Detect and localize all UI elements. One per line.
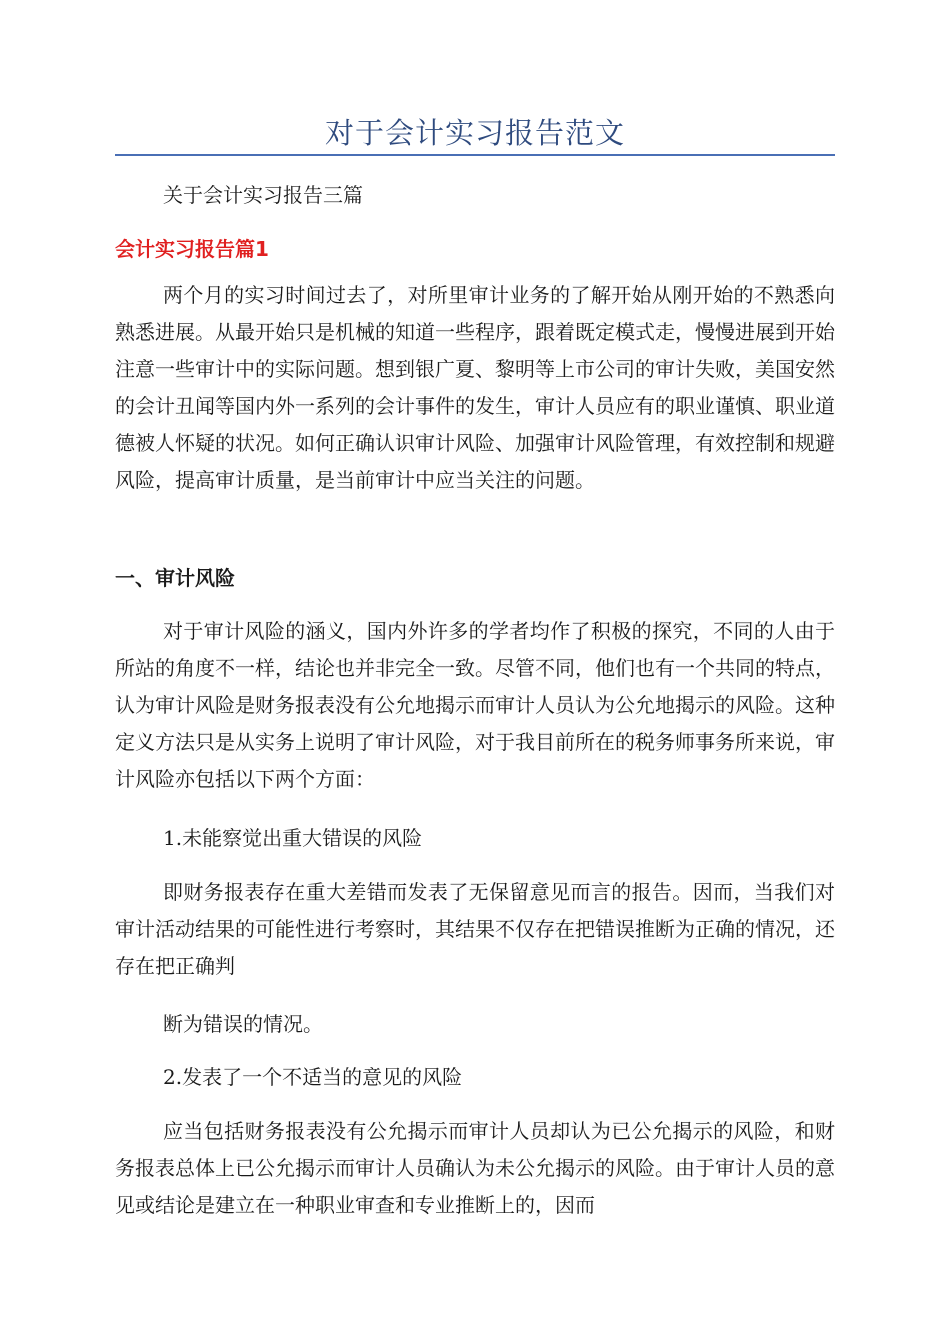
item1-paragraph: 即财务报表存在重大差错而发表了无保留意见而言的报告。因而，当我们对审计活动结果的可能性进行考察时，其结果不仅存在把错误推断为正确的情况，还存在把正确判 [115,880,835,978]
item2-paragraph: 应当包括财务报表没有公允揭示而审计人员却认为已公允揭示的风险，和财务报表总体上已公允揭示而审计人员确认为未公允揭示的风险。由于审计人员的意见或结论是建立在一种职业审查和专业推断上的，因而 [115,1119,835,1217]
subtitle: 关于会计实习报告三篇 [163,183,363,207]
section1-paragraph: 对于审计风险的涵义，国内外许多的学者均作了积极的探究，不同的人由于所站的角度不一样，结论也并非完全一致。尽管不同，他们也有一个共同的特点，认为审计风险是财务报表没有公允地揭示而审计人员认为公允地揭示的风险。这种定义方法只是从实务上说明了审计风险，对于我目前所在的税务师事务所来说，审计风险亦包括以下两个方面： [115,619,835,791]
document-title: 对于会计实习报告范文 [324,116,625,150]
part-heading: 会计实习报告篇1 [115,237,269,261]
title-underline [115,154,835,156]
section-heading-audit-risk: 一、审计风险 [115,566,235,590]
item1-heading: 1.未能察觉出重大错误的风险 [163,826,423,850]
item2-heading: 2.发表了一个不适当的意见的风险 [163,1065,463,1089]
intro-paragraph: 两个月的实习时间过去了，对所里审计业务的了解开始从刚开始的不熟悉向熟悉进展。从最开始只是机械的知道一些程序，跟着既定模式走，慢慢进展到开始注意一些审计中的实际问题。想到银广夏、黎明等上市公司的审计失败，美国安然的会计丑闻等国内外一系列的会计事件的发生，审计人员应有的职业谨慎、职业道德被人怀疑的状况。如何正确认识审计风险、加强审计风险管理，有效控制和规避风险，提高审计质量，是当前审计中应当关注的问题。 [115,283,835,492]
item1-continuation: 断为错误的情况。 [163,1012,323,1036]
